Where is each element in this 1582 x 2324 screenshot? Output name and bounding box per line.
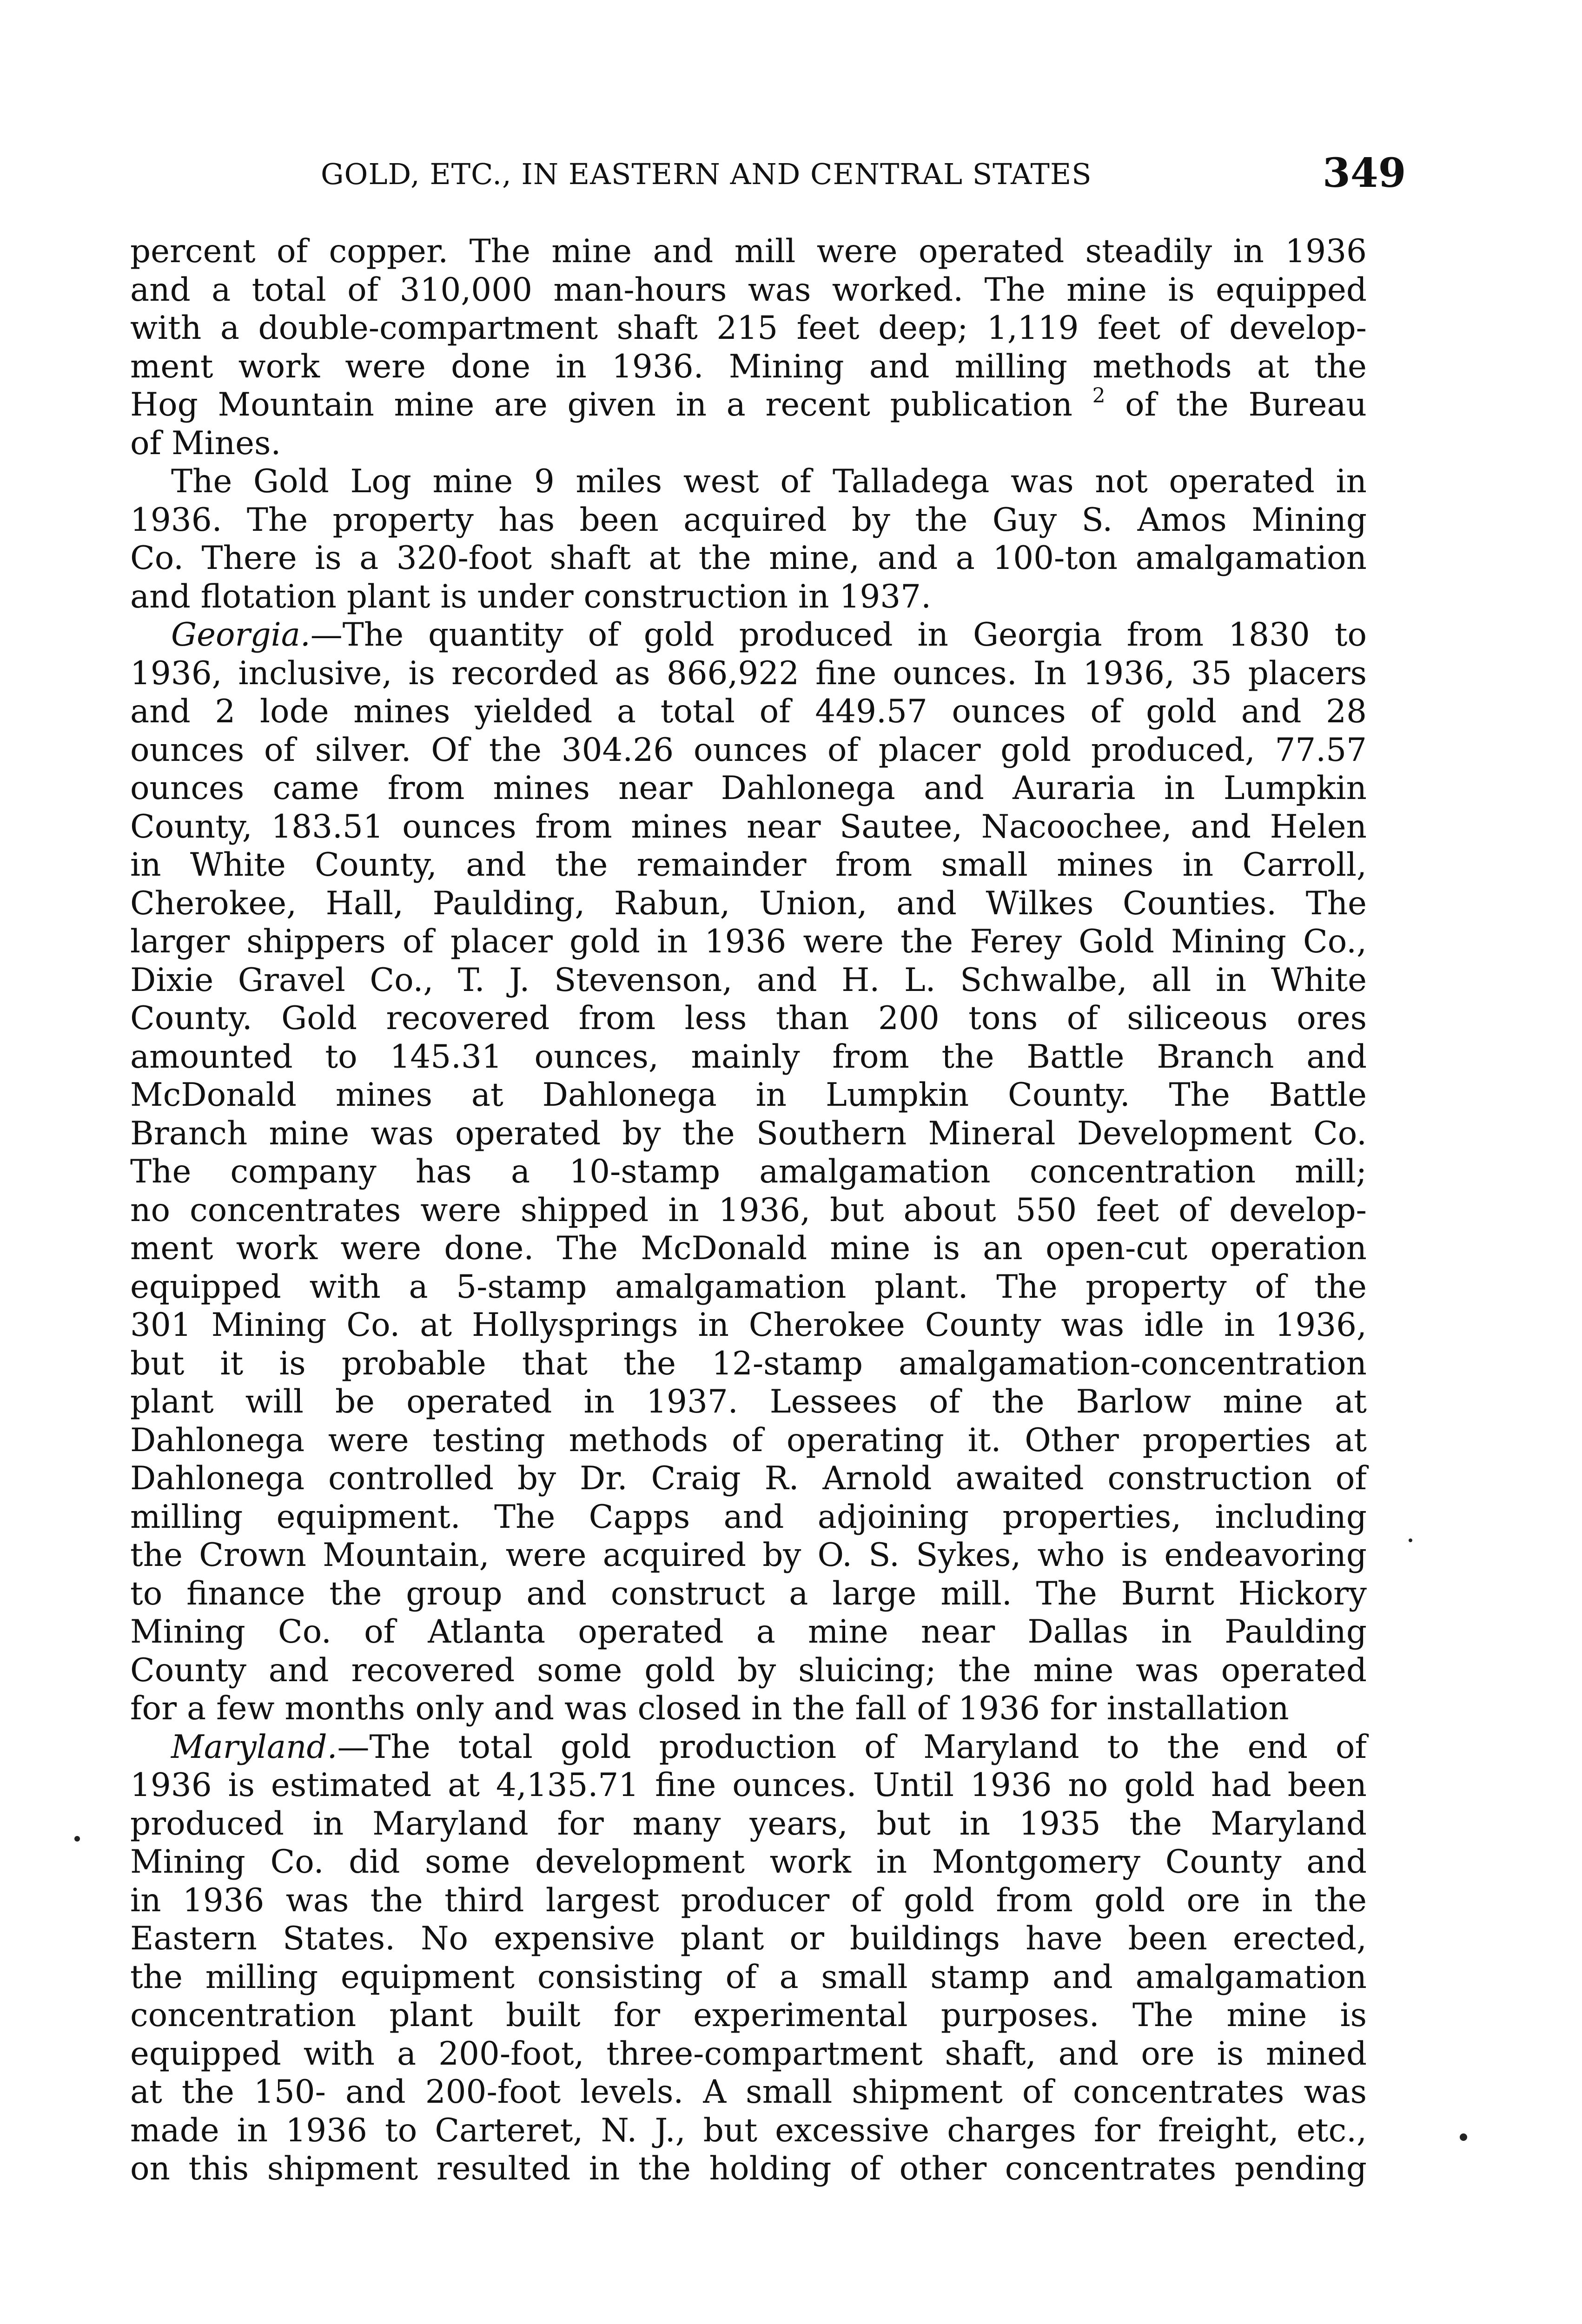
speck-mark <box>74 1836 80 1842</box>
text-line: 1936 is estimated at 4,135.71 fine ounces. Until 1936 no gold had been <box>130 1767 1367 1804</box>
text-run: —The total gold production of Maryland to the end of <box>337 1728 1367 1766</box>
text-line: to finance the group and construct a large mill. The Burnt Hickory <box>130 1575 1367 1612</box>
text-line <box>130 616 1367 654</box>
text-line: Dixie Gravel Co., T. J. Stevenson, and H. L. Schwalbe, all in White <box>130 961 1367 999</box>
text-line: larger shippers of placer gold in 1936 were the Ferey Gold Mining Co., <box>130 923 1367 960</box>
speck-mark <box>1460 2133 1467 2141</box>
section-heading-maryland: Maryland. <box>171 1728 338 1766</box>
body-text <box>130 232 1367 2188</box>
text-run: of the Bureau <box>1125 386 1367 423</box>
text-line: milling equipment. The Capps and adjoining properties, including <box>130 1498 1367 1536</box>
text-run: Hog Mountain mine are given in a recent publication <box>130 386 1072 423</box>
text-line: plant will be operated in 1937. Lessees of the Barlow mine at <box>130 1383 1367 1420</box>
text-line: the Crown Mountain, were acquired by O. S. Sykes, who is endeavoring <box>130 1537 1367 1574</box>
text-line: 1936, inclusive, is recorded as 866,922 fine ounces. In 1936, 35 placers <box>130 654 1367 692</box>
text-line <box>130 1728 1367 1767</box>
text-line: Mining Co. of Atlanta operated a mine near Dallas in Paulding <box>130 1613 1367 1651</box>
text-line: Branch mine was operated by the Southern Mineral Development Co. <box>130 1115 1367 1152</box>
text-line: on this shipment resulted in the holding of other concentrates pending <box>130 2150 1367 2187</box>
text-line: ment work were done in 1936. Mining and milling methods at the <box>130 348 1367 385</box>
text-line: The company has a 10-stamp amalgamation concentration mill; <box>130 1153 1367 1190</box>
text-line: 301 Mining Co. at Hollysprings in Cherokee County was idle in 1936, <box>130 1307 1367 1344</box>
text-line: the milling equipment consisting of a small stamp and amalgamation <box>130 1958 1367 1996</box>
page-number: 349 <box>1323 150 1406 197</box>
text-line <box>130 386 1367 424</box>
text-line: at the 150- and 200-foot levels. A small shipment of concentrates was <box>130 2073 1367 2111</box>
running-head: GOLD, ETC., IN EASTERN AND CENTRAL STATES <box>321 157 1092 191</box>
text-line: and flotation plant is under construction in 1937. <box>130 578 932 615</box>
text-line: but it is probable that the 12-stamp amalgamation-concentration <box>130 1345 1367 1382</box>
text-line: County. Gold recovered from less than 200 tons of siliceous ores <box>130 1000 1367 1037</box>
text-line: Cherokee, Hall, Paulding, Rabun, Union, and Wilkes Counties. The <box>130 885 1367 922</box>
text-line: for a few months only and was closed in the fall of 1936 for installation <box>130 1690 1289 1727</box>
text-line: in White County, and the remainder from small mines in Carroll, <box>130 846 1367 884</box>
text-line: ounces of silver. Of the 304.26 ounces of placer gold produced, 77.57 <box>130 731 1367 769</box>
text-line: Eastern States. No expensive plant or buildings have been erected, <box>130 1920 1367 1957</box>
text-line: ment work were done. The McDonald mine is an open-cut operation <box>130 1230 1367 1267</box>
text-line: Mining Co. did some development work in Montgomery County and <box>130 1843 1367 1881</box>
section-heading-georgia: Georgia. <box>171 616 311 654</box>
text-line: McDonald mines at Dahlonega in Lumpkin County. The Battle <box>130 1076 1367 1114</box>
text-line: in 1936 was the third largest producer of gold from gold ore in the <box>130 1882 1367 1919</box>
text-line: made in 1936 to Carteret, N. J., but excessive charges for freight, etc., <box>130 2112 1367 2149</box>
text-line: County, 183.51 ounces from mines near Sautee, Nacoochee, and Helen <box>130 808 1367 845</box>
text-line: The Gold Log mine 9 miles west of Talladega was not operated in <box>171 463 1367 500</box>
text-line: of Mines. <box>130 424 281 462</box>
text-line: Co. There is a 320-foot shaft at the mine, and a 100-ton amalgamation <box>130 540 1367 577</box>
text-line: County and recovered some gold by sluicing; the mine was operated <box>130 1651 1367 1689</box>
text-line: and 2 lode mines yielded a total of 449.57 ounces of gold and 28 <box>130 693 1367 730</box>
text-line: equipped with a 200-foot, three-compartment shaft, and ore is mined <box>130 2035 1367 2073</box>
footnote-reference: 2 <box>1092 384 1105 408</box>
text-line: and a total of 310,000 man-hours was worked. The mine is equipped <box>130 271 1367 309</box>
text-line: produced in Maryland for many years, but in 1935 the Maryland <box>130 1805 1367 1842</box>
text-line: Dahlonega were testing methods of operating it. Other properties at <box>130 1421 1367 1459</box>
speck-mark <box>1409 1538 1412 1542</box>
text-line: 1936. The property has been acquired by the Guy S. Amos Mining <box>130 501 1367 539</box>
text-line: concentration plant built for experimental purposes. The mine is <box>130 1997 1367 2034</box>
text-line: amounted to 145.31 ounces, mainly from the Battle Branch and <box>130 1038 1367 1076</box>
text-line: equipped with a 5-stamp amalgamation plant. The property of the <box>130 1268 1367 1306</box>
text-line: no concentrates were shipped in 1936, but about 550 feet of develop- <box>130 1191 1367 1229</box>
text-run: —The quantity of gold produced in Georgia from 1830 to <box>310 616 1367 654</box>
text-line: ounces came from mines near Dahlonega and Auraria in Lumpkin <box>130 770 1367 807</box>
text-line: with a double-compartment shaft 215 feet deep; 1,119 feet of develop- <box>130 310 1367 347</box>
text-line: percent of copper. The mine and mill were operated steadily in 1936 <box>130 233 1367 270</box>
text-line: Dahlonega controlled by Dr. Craig R. Arnold awaited construction of <box>130 1460 1367 1497</box>
